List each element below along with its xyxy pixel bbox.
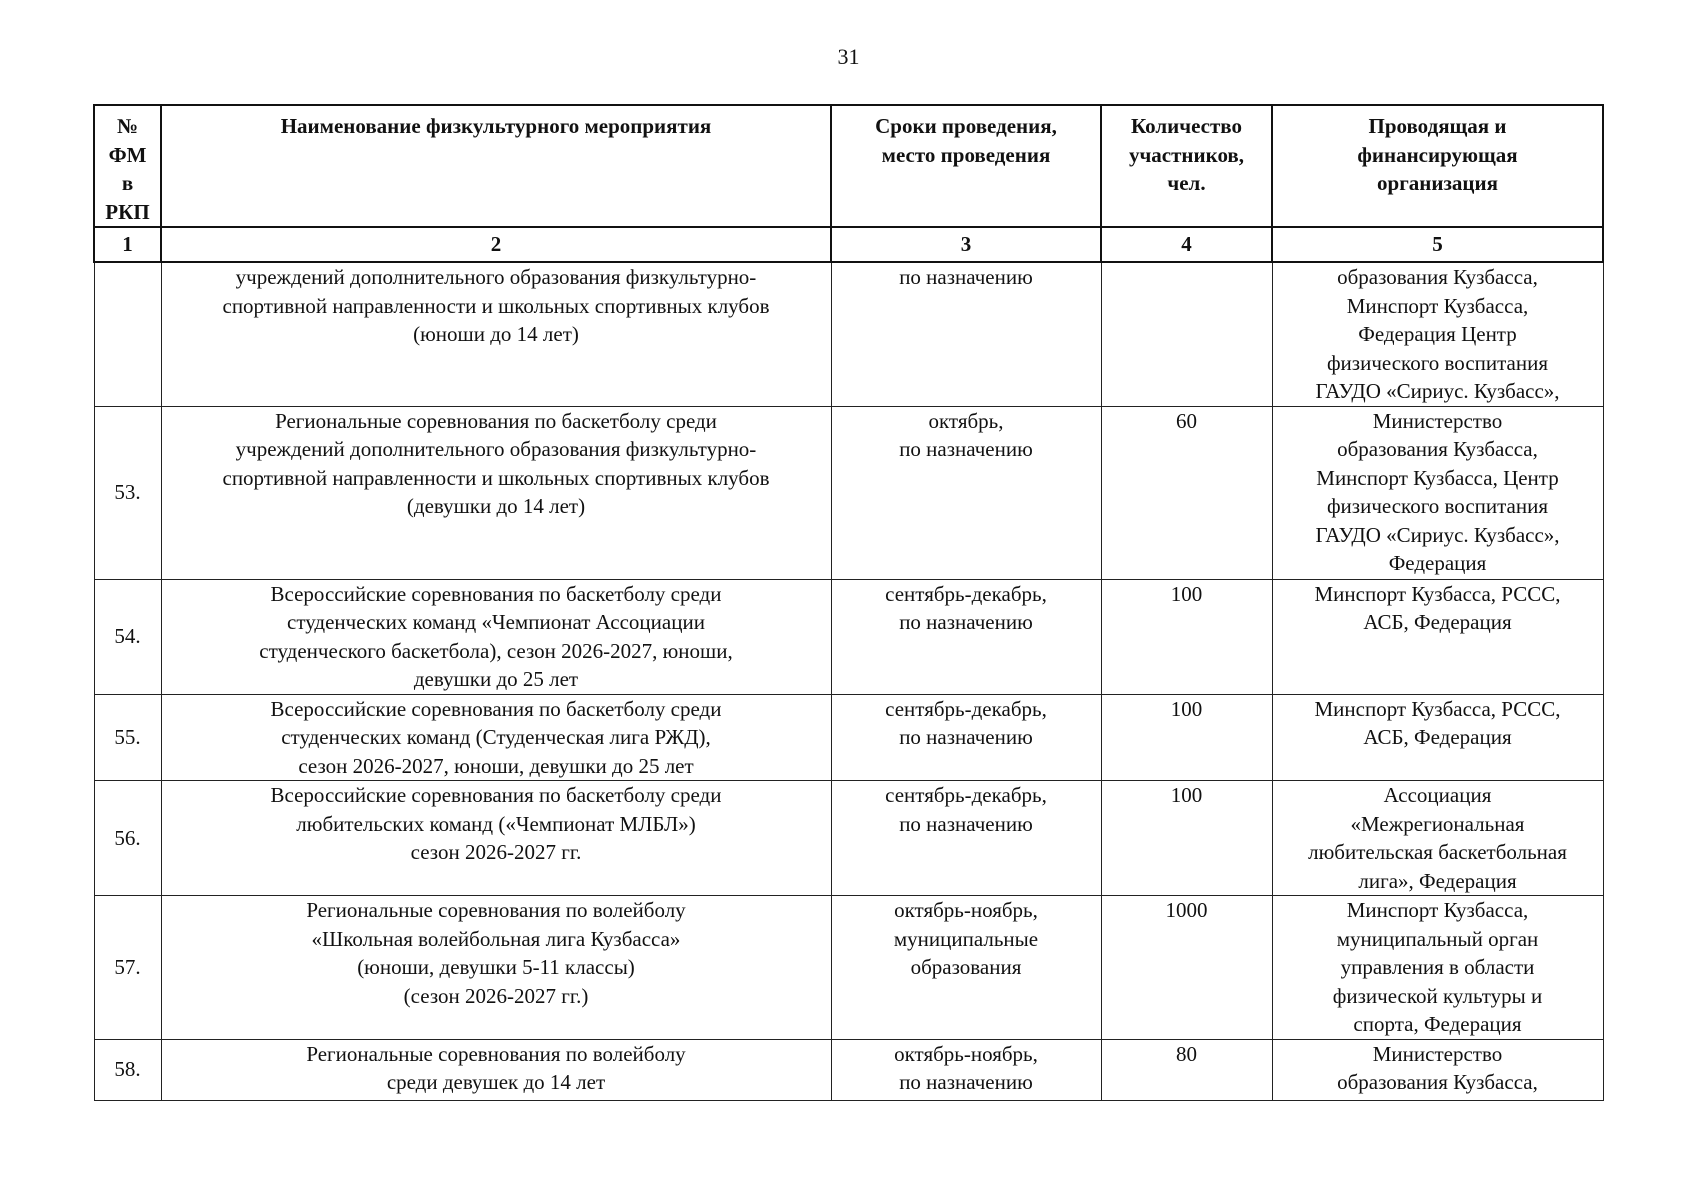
- column-number: 4: [1101, 227, 1272, 262]
- column-number: 1: [94, 227, 161, 262]
- event-name: Всероссийские соревнования по баскетболу среди любительских команд («Чемпионат МЛБЛ») сезон 2026-2027 гг.: [161, 781, 831, 896]
- table-row: [94, 579, 1603, 694]
- table-row: [94, 896, 1603, 1040]
- event-dates: сентябрь-декабрь, по назначению: [831, 694, 1101, 781]
- organization: Министерство образования Кузбасса,: [1272, 1039, 1603, 1100]
- participants-count: [1101, 262, 1272, 406]
- header-participants: Количество участников, чел.: [1101, 105, 1272, 227]
- organization: образования Кузбасса, Минспорт Кузбасса, Федерация Центр физического воспитания ГАУДО «Сириус. Кузбасс»,: [1272, 262, 1603, 406]
- event-dates: октябрь-ноябрь, по назначению: [831, 1039, 1101, 1100]
- event-dates: по назначению: [831, 262, 1101, 406]
- column-number: 2: [161, 227, 831, 262]
- table-header-row: [94, 105, 1603, 227]
- event-dates: сентябрь-декабрь, по назначению: [831, 781, 1101, 896]
- event-dates: сентябрь-декабрь, по назначению: [831, 579, 1101, 694]
- organization: Минспорт Кузбасса, РССС, АСБ, Федерация: [1272, 579, 1603, 694]
- row-number: 53.: [94, 406, 161, 579]
- participants-count: 100: [1101, 579, 1272, 694]
- event-name: Всероссийские соревнования по баскетболу среди студенческих команд «Чемпионат Ассоциации студенческого баскетбола), сезон 2026-2027, юноши, девушки до 25 лет: [161, 579, 831, 694]
- participants-count: 1000: [1101, 896, 1272, 1040]
- row-number: 58.: [94, 1039, 161, 1100]
- table-row: [94, 1039, 1603, 1100]
- row-number: [94, 262, 161, 406]
- page-number: 31: [837, 44, 860, 69]
- participants-count: 100: [1101, 781, 1272, 896]
- event-name: Всероссийские соревнования по баскетболу среди студенческих команд (Студенческая лига РЖД), сезон 2026-2027, юноши, девушки до 25 лет: [161, 694, 831, 781]
- row-number: 54.: [94, 579, 161, 694]
- organization: Министерство образования Кузбасса, Минспорт Кузбасса, Центр физического воспитания ГАУДО «Сириус. Кузбасс», Федерация: [1272, 406, 1603, 579]
- table-row: [94, 694, 1603, 781]
- column-numbers-row: [94, 227, 1603, 262]
- participants-count: 60: [1101, 406, 1272, 579]
- events-table: [93, 104, 1604, 1101]
- row-number: 57.: [94, 896, 161, 1040]
- event-name: Региональные соревнования по волейболу среди девушек до 14 лет: [161, 1039, 831, 1100]
- column-number: 5: [1272, 227, 1603, 262]
- event-name: учреждений дополнительного образования физкультурно- спортивной направленности и школьных спортивных клубов (юноши до 14 лет): [161, 262, 831, 406]
- event-name: Региональные соревнования по баскетболу среди учреждений дополнительного образования физкультурно- спортивной направленности и школьных спортивных клубов (девушки до 14 лет): [161, 406, 831, 579]
- event-name: Региональные соревнования по волейболу «Школьная волейбольная лига Кузбасса» (юноши, девушки 5-11 классы) (сезон 2026-2027 гг.): [161, 896, 831, 1040]
- table-row: [94, 406, 1603, 579]
- header-dates-place: Сроки проведения, место проведения: [831, 105, 1101, 227]
- organization: Минспорт Кузбасса, муниципальный орган управления в области физической культуры и спорта, Федерация: [1272, 896, 1603, 1040]
- participants-count: 80: [1101, 1039, 1272, 1100]
- header-fm-number: № ФМ в РКП: [94, 105, 161, 227]
- table-row: [94, 262, 1603, 406]
- organization: Минспорт Кузбасса, РССС, АСБ, Федерация: [1272, 694, 1603, 781]
- event-dates: октябрь, по назначению: [831, 406, 1101, 579]
- header-event-name: Наименование физкультурного мероприятия: [161, 105, 831, 227]
- row-number: 55.: [94, 694, 161, 781]
- event-dates: октябрь-ноябрь, муниципальные образования: [831, 896, 1101, 1040]
- column-number: 3: [831, 227, 1101, 262]
- organization: Ассоциация «Межрегиональная любительская баскетбольная лига», Федерация: [1272, 781, 1603, 896]
- header-organization: Проводящая и финансирующая организация: [1272, 105, 1603, 227]
- table-row: [94, 781, 1603, 896]
- row-number: 56.: [94, 781, 161, 896]
- participants-count: 100: [1101, 694, 1272, 781]
